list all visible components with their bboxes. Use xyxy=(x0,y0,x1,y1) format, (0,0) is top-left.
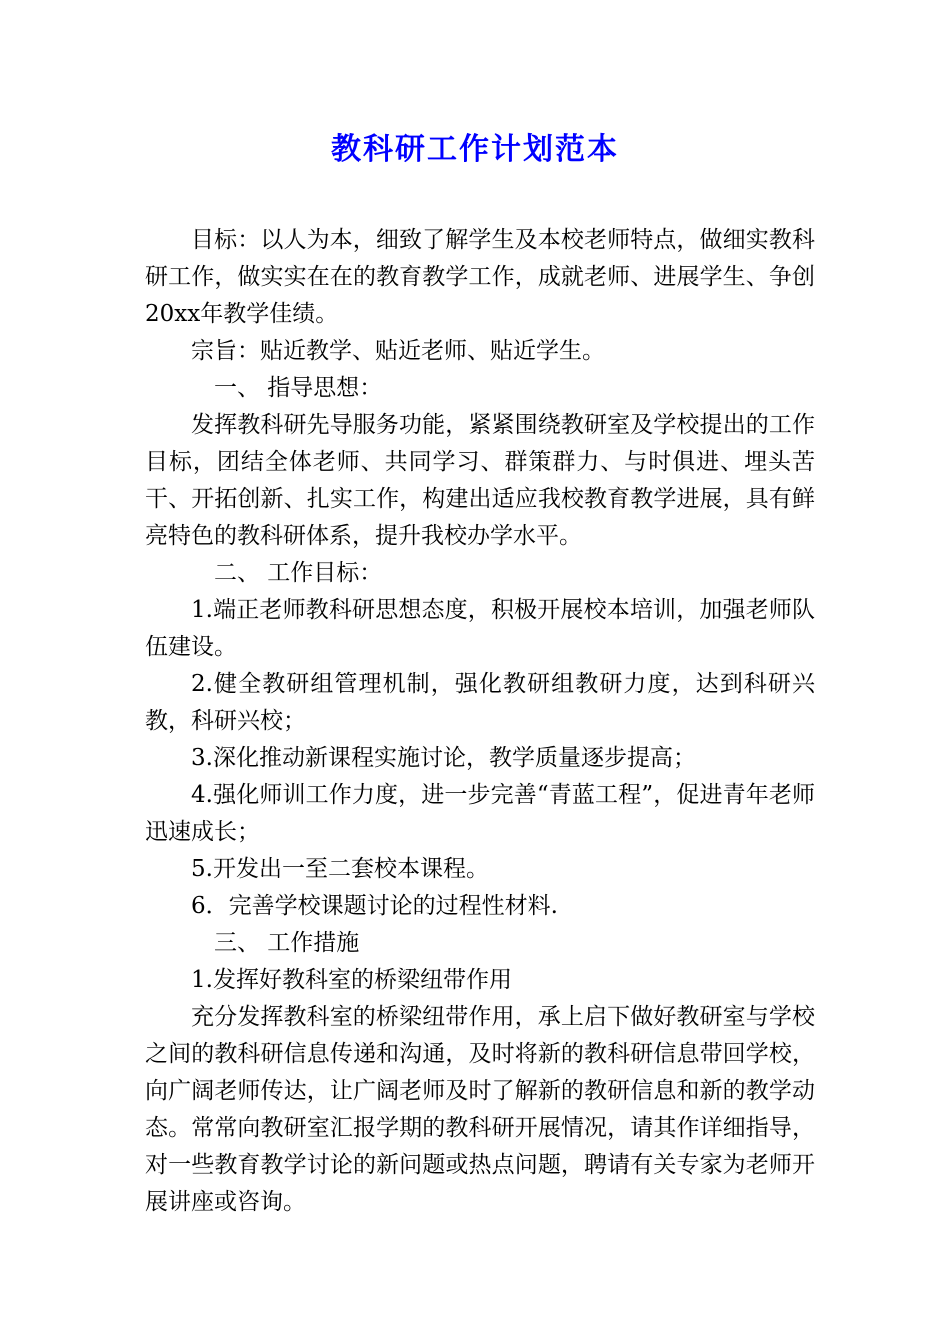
document-title: 教科研工作计划范本 xyxy=(331,132,619,167)
document-body xyxy=(145,222,815,1221)
paragraph-goal: 目标：以人为本，细致了解学生及本校老师特点，做细实教科研工作，做实实在在的教育教学工作，成就老师、进展学生、争创20xx年教学佳绩。 xyxy=(145,227,815,327)
list-item-goal-4: 4.强化师训工作力度，进一步完善“青蓝工程”，促进青年老师迅速成长； xyxy=(145,782,815,845)
list-item-goal-3: 3.深化推动新课程实施讨论，教学质量逐步提高； xyxy=(191,745,696,771)
section-heading-work-measures: 三、 工作措施 xyxy=(214,930,360,956)
section-heading-work-goals: 二、 工作目标： xyxy=(214,560,383,586)
paragraph-guiding-ideology: 发挥教科研先导服务功能，紧紧围绕教研室及学校提出的工作目标，团结全体老师、共同学习、群策群力、与时俱进、埋头苦干、开拓创新、扎实工作，构建出适应我校教育教学进展，具有鲜亮特色的教科研体系，提升我校办学水平。 xyxy=(145,412,815,549)
subheading-measure-1: 1.发挥好教科室的桥梁纽带作用 xyxy=(191,967,512,993)
list-item-goal-5: 5.开发出一至二套校本课程。 xyxy=(191,856,489,882)
list-item-goal-1: 1.端正老师教科研思想态度，积极开展校本培训，加强老师队伍建设。 xyxy=(145,597,815,660)
section-heading-guiding-ideology: 一、 指导思想： xyxy=(214,375,383,401)
list-item-goal-6: 6．完善学校课题讨论的过程性材料. xyxy=(191,893,558,919)
paragraph-purpose: 宗旨：贴近教学、贴近老师、贴近学生。 xyxy=(191,338,605,364)
list-item-goal-2: 2.健全教研组管理机制，强化教研组教研力度，达到科研兴教，科研兴校； xyxy=(145,671,815,734)
paragraph-measure-1: 充分发挥教科室的桥梁纽带作用，承上启下做好教研室与学校之间的教科研信息传递和沟通，及时将新的教科研信息带回学校，向广阔老师传达，让广阔老师及时了解新的教研信息和新的教学动态。常常向教研室汇报学期的教科研开展情况，请其作详细指导，对一些教育教学讨论的新问题或热点问题，聘请有关专家为老师开展讲座或咨询。 xyxy=(145,1004,815,1215)
